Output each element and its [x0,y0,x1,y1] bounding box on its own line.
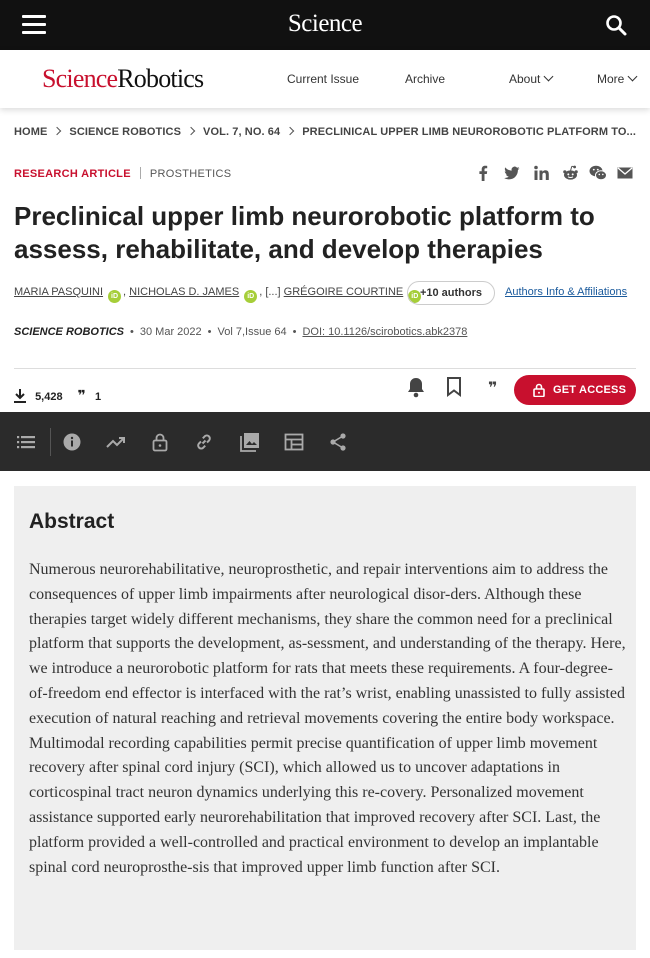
get-access-label: GET ACCESS [553,384,627,396]
nav-about[interactable]: About [509,72,552,86]
doi-link[interactable]: DOI: 10.1126/scirobotics.abk2378 [302,326,468,338]
author-link[interactable]: GRÉGOIRE COURTINE [283,286,404,298]
breadcrumb-issue[interactable]: VOL. 7, NO. 64 [203,126,281,138]
lock-icon[interactable] [150,432,170,452]
science-robotics-logo[interactable]: ScienceRobotics [42,64,204,93]
chevron-right-icon [286,127,294,135]
email-icon[interactable] [617,165,633,181]
table-icon[interactable] [284,432,304,452]
chevron-down-icon [544,72,554,82]
bell-icon[interactable] [406,376,426,398]
lock-icon [533,383,545,397]
orcid-icon[interactable]: iD [108,290,121,303]
nav-archive[interactable]: Archive [405,72,446,86]
linkedin-icon[interactable] [534,165,549,181]
article-meta [14,326,467,338]
dot-separator: • [207,326,212,338]
chevron-right-icon [187,127,195,135]
top-bar [0,0,650,50]
twitter-icon[interactable] [504,165,520,181]
science-logo[interactable]: Science [287,10,363,37]
link-icon[interactable] [194,432,214,452]
nav-more[interactable]: More [597,72,636,86]
chevron-down-icon [628,72,638,82]
image-icon[interactable] [240,432,260,452]
journal-name: SCIENCE ROBOTICS [14,326,125,338]
breadcrumb-current: PRECLINICAL UPPER LIMB NEUROROBOTIC PLATFORM TO... [302,126,637,138]
search-icon[interactable] [604,13,628,37]
citation-icon: ❞ [77,388,86,404]
author-link[interactable]: MARIA PASQUINI [14,286,104,298]
abstract-text: Numerous neurorehabilitative, neuroprosthetic, and repair interventions aim to address the consequences of upper limb impairments after neurological disor-ders. Although these therapies target widely different mechanisms, they share the common need for a preclinical platform that supports the development, as-sessment, and understanding of the therapy. Here, we introduce a neurorobotic platform for rats that meets these requirements. A four-degree-of-freedom end effector is interfaced with the rat’s wrist, enabling unassisted to fully assisted execution of natural reaching and retrieval movements covering the entire body workspace. Multimodal recording capabilities permit precise quantification of upper limb movement recovery after spinal cord injury (SCI), which allowed us to uncover adaptations in corticospinal tract neuron dynamics underlying this re-covery. Personalized movement assistance supported early neurorehabilitation that improved recovery after SCI. Last, the platform provided a well-controlled and practical environment to develop an implantable spinal cord neuroprosthe-sis that improved upper limb function after SCI. [29,561,626,876]
facebook-icon[interactable] [476,165,490,181]
get-access-button[interactable] [514,375,636,405]
breadcrumb [14,126,644,138]
more-authors-button[interactable]: +10 authors [407,281,495,305]
metrics-icon[interactable] [106,432,126,452]
volume-issue[interactable]: Vol 7,Issue 64 [217,326,287,338]
wechat-icon[interactable] [589,165,607,181]
orcid-icon[interactable]: iD [408,290,421,303]
author-separator: , [123,286,127,298]
journal-header [0,50,650,108]
article-title: Preclinical upper limb neurorobotic platform to assess, rehabilitate, and develop therapies [14,201,595,264]
info-icon[interactable] [62,432,82,452]
share-icon[interactable] [328,432,348,452]
reddit-icon[interactable] [562,165,579,181]
list-icon[interactable] [16,432,36,452]
article-type [14,167,231,180]
article-type-label: RESEARCH ARTICLE [14,168,131,180]
author-list [14,286,423,303]
bookmark-icon[interactable] [446,376,462,398]
nav-current-issue[interactable]: Current Issue [287,72,360,86]
dot-separator: • [130,326,134,338]
article-toolbar [0,412,650,471]
cite-icon[interactable]: ❞ [488,378,498,397]
breadcrumb-journal[interactable]: SCIENCE ROBOTICS [69,126,182,138]
divider [140,167,141,179]
abstract-section [14,486,636,950]
breadcrumb-home[interactable]: HOME [14,126,48,138]
citation-count: 1 [94,391,102,403]
orcid-icon[interactable]: iD [244,290,257,303]
article-metrics [14,388,101,404]
dot-separator: • [292,326,297,338]
author-separator: , [...] [259,286,281,298]
pub-date: 30 Mar 2022 [139,326,202,338]
download-icon [14,389,26,403]
download-count: 5,428 [35,391,63,403]
affiliations-link[interactable]: Authors Info & Affiliations [505,286,628,298]
abstract-heading: Abstract [29,510,115,533]
divider [14,368,636,369]
chevron-right-icon [53,127,61,135]
subject-label[interactable]: PROSTHETICS [149,168,232,180]
author-link[interactable]: NICHOLAS D. JAMES [129,286,240,298]
toolbar-divider [50,428,51,456]
